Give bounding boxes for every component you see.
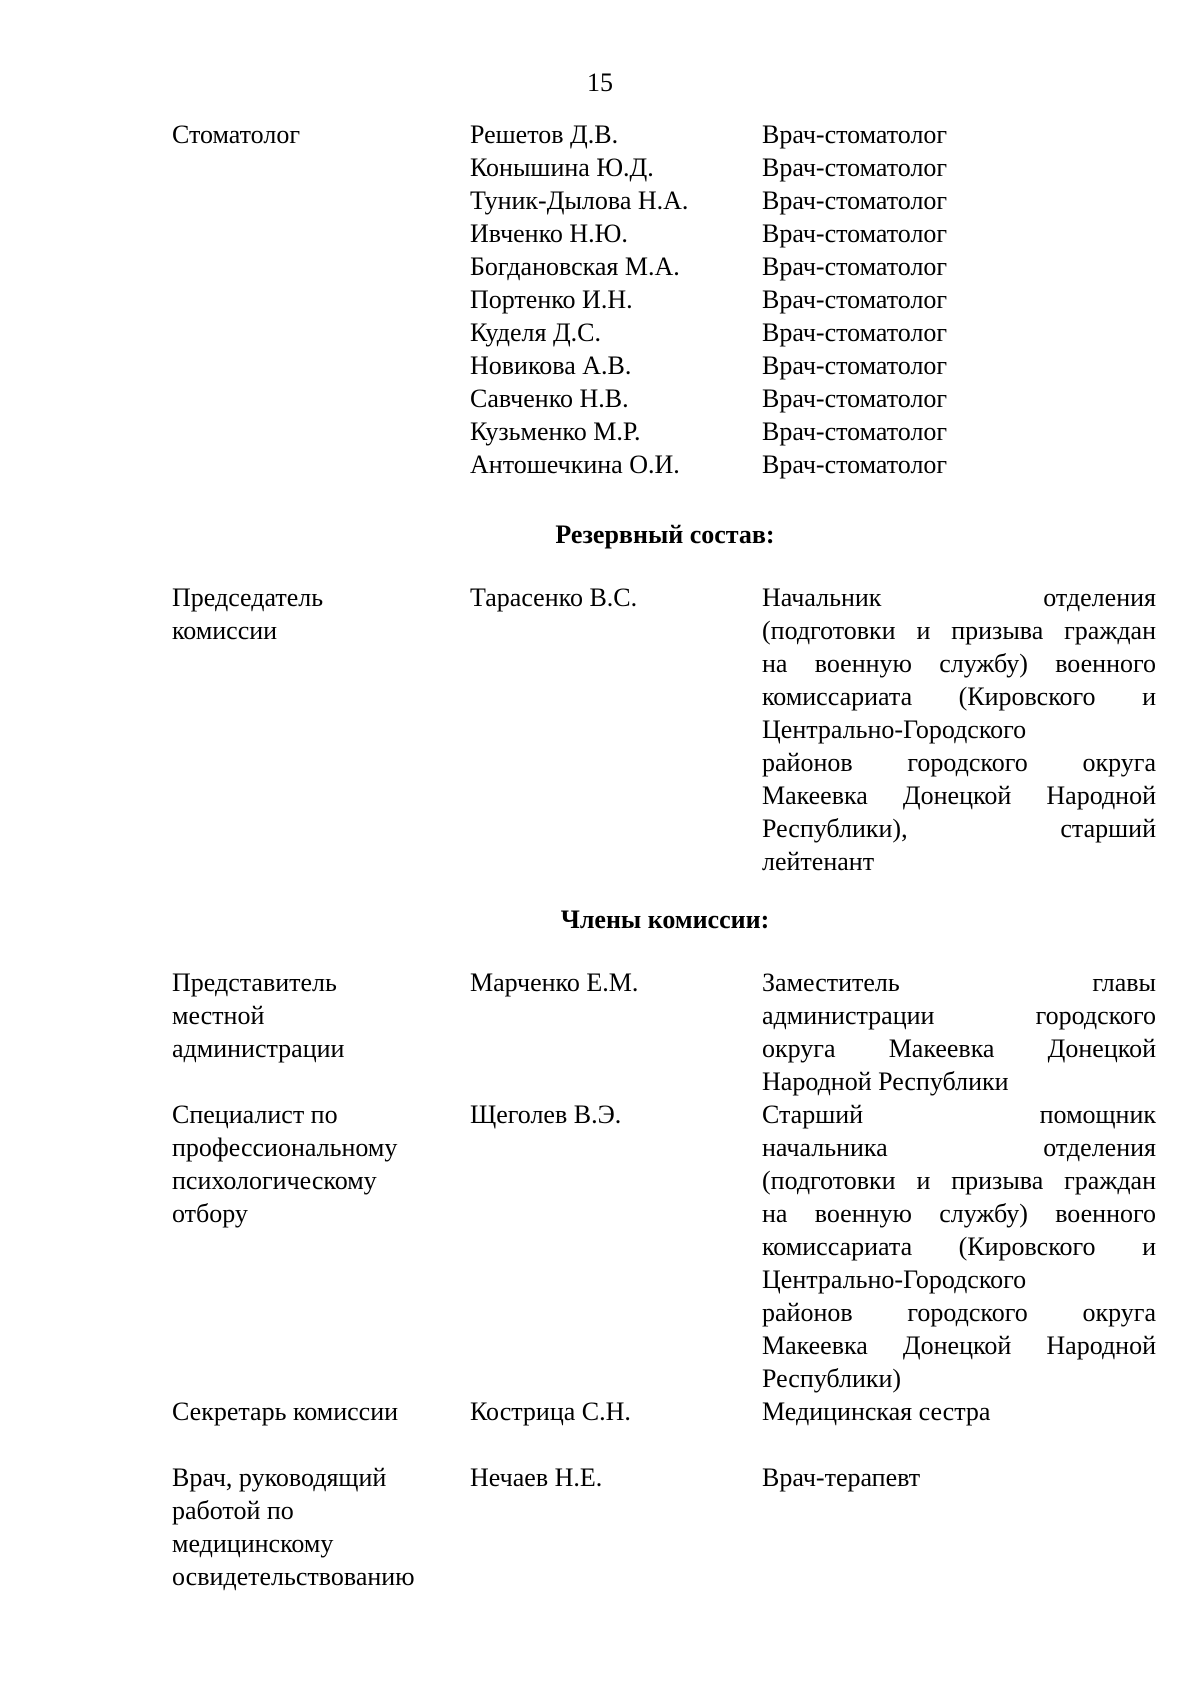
role-line: местной xyxy=(172,1001,265,1030)
dentist-name: Ивченко Н.Ю. xyxy=(470,219,628,248)
dentist-position: Врач-стоматолог xyxy=(762,252,948,281)
position-line: Врач-терапевт xyxy=(762,1463,921,1492)
dentist-name: Богдановская М.А. xyxy=(470,252,680,281)
position-line: комиссариата (Кировского и xyxy=(762,1232,1156,1261)
role-line: освидетельствованию xyxy=(172,1562,415,1591)
dentist-name: Савченко Н.В. xyxy=(470,384,629,413)
position-line: на военную службу) военного xyxy=(762,1199,1156,1228)
position-line: районов городского округа xyxy=(762,748,1156,777)
position-line: округа Макеевка Донецкой xyxy=(762,1034,1156,1063)
position-line: администрации городского xyxy=(762,1001,1156,1030)
member-position xyxy=(762,1395,1156,1428)
member-role xyxy=(172,1461,415,1593)
dentist-name: Туник-Дылова Н.А. xyxy=(470,186,689,215)
role-line: профессиональному xyxy=(172,1133,398,1162)
position-line: лейтенант xyxy=(762,847,875,876)
position-line: (подготовки и призыва граждан xyxy=(762,1166,1156,1195)
member-name: Щеголев В.Э. xyxy=(470,1100,622,1129)
dentist-position: Врач-стоматолог xyxy=(762,351,948,380)
role-line: Специалист по xyxy=(172,1100,338,1129)
position-line: Центрально-Городского xyxy=(762,715,1027,744)
member-name: Кострица С.Н. xyxy=(470,1397,631,1426)
member-role xyxy=(172,966,344,1065)
position-line: Заместитель главы xyxy=(762,968,1156,997)
dentist-position: Врач-стоматолог xyxy=(762,219,948,248)
dentist-position: Врач-стоматолог xyxy=(762,120,948,149)
dentist-role: Стоматолог xyxy=(172,120,300,149)
members-heading: Члены комиссии: xyxy=(560,905,770,934)
role-line: Председатель xyxy=(172,583,324,612)
dentist-position: Врач-стоматолог xyxy=(762,318,948,347)
member-position xyxy=(762,1461,1156,1494)
role-line: работой по xyxy=(172,1496,294,1525)
member-role xyxy=(172,1098,397,1230)
role-line: Секретарь комиссии xyxy=(172,1397,399,1426)
position-line: Медицинская сестра xyxy=(762,1397,991,1426)
position-line: на военную службу) военного xyxy=(762,649,1156,678)
dentist-name: Новикова А.В. xyxy=(470,351,632,380)
dentist-name: Конышина Ю.Д. xyxy=(470,153,654,182)
dentist-position: Врач-стоматолог xyxy=(762,450,948,479)
role-line: медицинскому xyxy=(172,1529,334,1558)
position-line: районов городского округа xyxy=(762,1298,1156,1327)
role-line: отбору xyxy=(172,1199,248,1228)
member-role xyxy=(172,1395,398,1428)
position-line: Народной Республики xyxy=(762,1067,1009,1096)
position-line: Республики) xyxy=(762,1364,902,1393)
chairman-role xyxy=(172,581,323,647)
member-position xyxy=(762,966,1156,1098)
role-line: Врач, руководящий xyxy=(172,1463,387,1492)
position-line: Макеевка Донецкой Народной xyxy=(762,1331,1156,1360)
member-name: Нечаев Н.Е. xyxy=(470,1463,603,1492)
position-line: начальника отделения xyxy=(762,1133,1156,1162)
role-line: психологическому xyxy=(172,1166,377,1195)
role-line: комиссии xyxy=(172,616,278,645)
dentist-name: Антошечкина О.И. xyxy=(470,450,680,479)
member-name: Марченко Е.М. xyxy=(470,968,639,997)
position-line: Начальник отделения xyxy=(762,583,1156,612)
position-line: комиссариата (Кировского и xyxy=(762,682,1156,711)
dentist-position: Врач-стоматолог xyxy=(762,384,948,413)
dentist-name: Решетов Д.В. xyxy=(470,120,619,149)
dentist-name: Кузьменко М.Р. xyxy=(470,417,641,446)
position-line: Старший помощник xyxy=(762,1100,1156,1129)
role-line: администрации xyxy=(172,1034,345,1063)
position-line: Центрально-Городского xyxy=(762,1265,1027,1294)
role-line: Представитель xyxy=(172,968,337,997)
position-line: Макеевка Донецкой Народной xyxy=(762,781,1156,810)
position-line: Республики), старший xyxy=(762,814,1156,843)
position-line: (подготовки и призыва граждан xyxy=(762,616,1156,645)
page-number: 15 xyxy=(587,68,613,97)
dentist-position: Врач-стоматолог xyxy=(762,153,948,182)
dentist-position: Врач-стоматолог xyxy=(762,285,948,314)
dentist-name: Портенко И.Н. xyxy=(470,285,633,314)
reserve-heading: Резервный состав: xyxy=(555,520,775,549)
member-position xyxy=(762,1098,1156,1395)
dentist-position: Врач-стоматолог xyxy=(762,186,948,215)
chairman-position xyxy=(762,581,1156,878)
dentist-name: Куделя Д.С. xyxy=(470,318,602,347)
dentist-position: Врач-стоматолог xyxy=(762,417,948,446)
chairman-name: Тарасенко В.С. xyxy=(470,583,638,612)
